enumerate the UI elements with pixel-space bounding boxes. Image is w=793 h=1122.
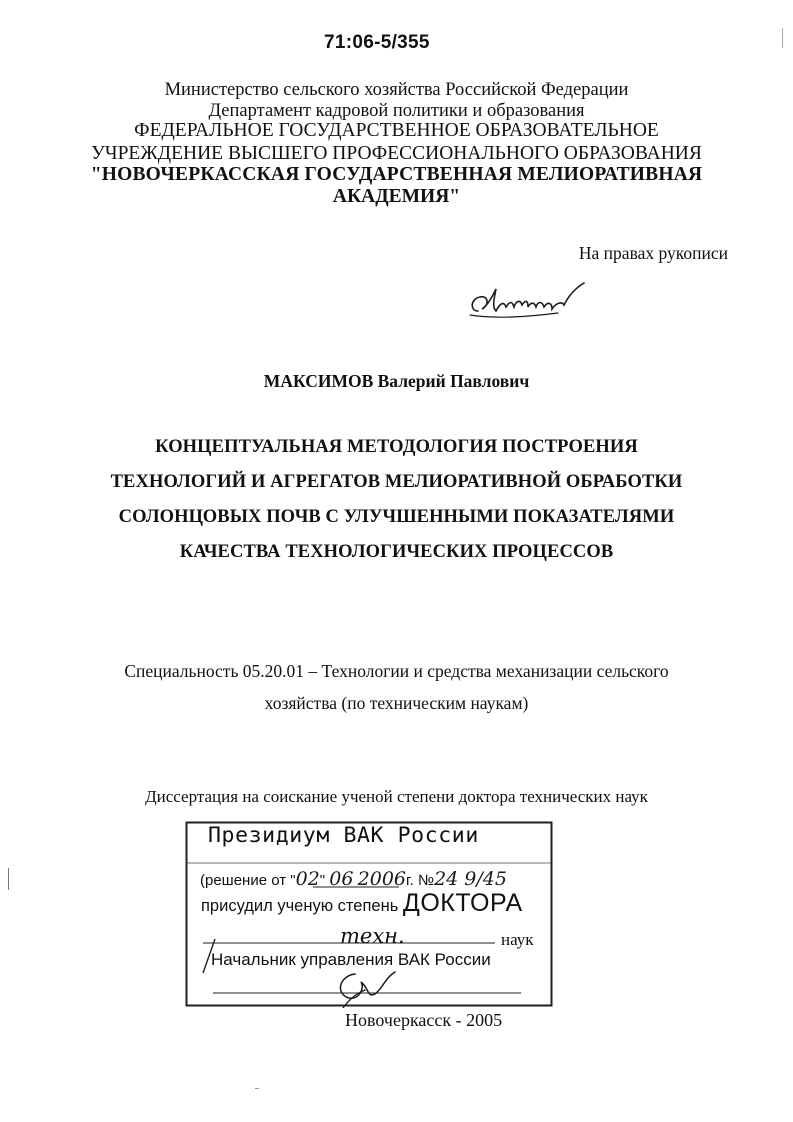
decision-month: 06 [329,868,354,890]
academy-line-2: АКАДЕМИЯ" [332,186,461,207]
specialty-line-1: Специальность 05.20.01 – Технологии и средства механизации сельского [124,661,669,681]
stamp-title: Президиум ВАК России [208,823,479,848]
title-line: СОЛОНЦОВЫХ ПОЧВ С УЛУЧШЕННЫМИ ПОКАЗАТЕЛЯМИ [118,507,675,527]
specialty-line-2: хозяйства (по техническим наукам) [264,693,529,713]
decision-year: 2006 [357,868,407,890]
title-line: КОНЦЕПТУАЛЬНАЯ МЕТОДОЛОГИЯ ПОСТРОЕНИЯ [155,437,638,457]
title-line: КАЧЕСТВА ТЕХНОЛОГИЧЕСКИХ ПРОЦЕССОВ [179,542,614,562]
degree-value: ДОКТОРА [402,889,523,917]
stamp-sciences: наук [501,930,534,949]
institution-line-1: ФЕДЕРАЛЬНОЕ ГОСУДАРСТВЕННОЕ ОБРАЗОВАТЕЛЬНОЕ [134,120,659,141]
decision-prefix: (решение от " [200,872,296,889]
decision-quote: " [319,872,326,889]
stamp-degree [201,889,523,918]
ministry-line: Министерство сельского хозяйства Российской Федерации [164,80,629,100]
author-name: МАКСИМОВ Валерий Павлович [263,371,530,391]
rights-note: На правах рукописи [578,243,728,263]
academy-line-1: "НОВОЧЕРКАССКАЯ ГОСУДАРСТВЕННАЯ МЕЛИОРАТИВНАЯ [90,164,703,185]
dissertation-title [0,430,793,570]
city-year: Новочеркасск - 2005 [345,1010,503,1030]
title-line: ТЕХНОЛОГИЙ И АГРЕГАТОВ МЕЛИОРАТИВНОЙ ОБРАБОТКИ [110,472,683,492]
department-line: Департамент кадровой политики и образования [208,101,585,121]
dissertation-note: Диссертация на соискание ученой степени доктора технических наук [145,787,648,806]
stamp-chief: Начальник управления ВАК России [211,950,491,969]
scan-edge-mark [8,868,9,890]
author-signature [466,275,596,325]
decision-number: 24 9/45 [434,868,507,890]
chief-signature [325,964,405,1008]
stamp-field-handwritten: техн. [340,924,405,948]
scan-edge-mark [782,28,783,48]
decision-year-suffix: г. [406,872,414,889]
specialty [0,655,793,719]
institution-line-2: УЧРЕЖДЕНИЕ ВЫСШЕГО ПРОФЕССИОНАЛЬНОГО ОБРАЗОВАНИЯ [91,143,702,164]
decision-day: 02 [295,868,320,890]
stamp-decision [200,868,507,890]
scan-dot-mark [255,1088,259,1089]
degree-prefix: присудил ученую степень [201,897,399,915]
catalog-number: 71:06-5/355 [324,32,430,53]
decision-number-prefix: № [418,872,435,889]
